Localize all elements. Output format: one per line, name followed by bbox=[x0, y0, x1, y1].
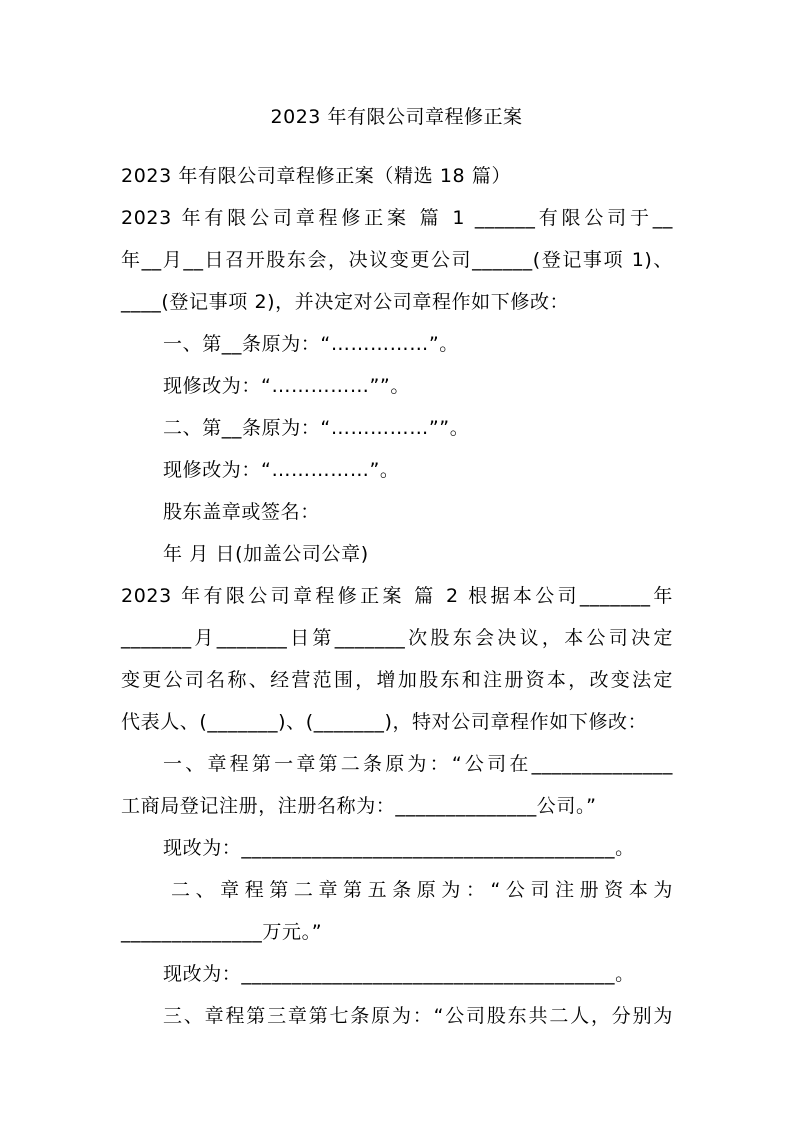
document-title: 2023 年有限公司章程修正案 bbox=[270, 106, 523, 128]
paragraph-line: _______月_______日第_______次股东会决议，本公司决定 bbox=[121, 627, 673, 649]
paragraph-line: 现修改为：“……………”。 bbox=[163, 459, 400, 481]
paragraph-line: 三、章程第三章第七条原为：“公司股东共二人，分别为 bbox=[163, 1005, 673, 1027]
paragraph-line: 年 月 日(加盖公司公章) bbox=[163, 543, 369, 565]
paragraph-line: 现改为：_____________________________________。 bbox=[163, 963, 635, 985]
paragraph-line: 股东盖章或签名： bbox=[163, 501, 320, 523]
paragraph-line: 二、第__条原为：“……………””。 bbox=[163, 417, 470, 439]
paragraph-line: ______________万元。” bbox=[121, 921, 323, 943]
paragraph-line: 现修改为：“……………””。 bbox=[163, 375, 410, 397]
paragraph-line: 一、章程第一章第二条原为：“公司在______________ bbox=[163, 753, 673, 775]
paragraph-line: 年__月__日召开股东会，决议变更公司______(登记事项 1)、 bbox=[121, 249, 673, 271]
paragraph-line: 代表人、(_______)、(_______)，特对公司章程作如下修改： bbox=[121, 711, 648, 733]
paragraph-line: 2023 年有限公司章程修正案 篇 2 根据本公司_______年 bbox=[121, 585, 673, 607]
paragraph-subtitle: 2023 年有限公司章程修正案（精选 18 篇） bbox=[121, 165, 512, 187]
paragraph-line: 现改为：_____________________________________。 bbox=[163, 837, 635, 859]
document-body bbox=[121, 155, 673, 1037]
paragraph-line: 一、第__条原为：“……………”。 bbox=[163, 333, 459, 355]
paragraph-line: ____(登记事项 2)，并决定对公司章程作如下修改： bbox=[121, 291, 570, 313]
paragraph-line: 二、章程第二章第五条原为：“公司注册资本为 bbox=[171, 879, 673, 901]
paragraph-line: 2023 年有限公司章程修正案 篇 1 ______有限公司于__ bbox=[121, 207, 673, 229]
paragraph-line: 工商局登记注册，注册名称为：______________公司。” bbox=[121, 795, 597, 817]
paragraph-line: 变更公司名称、经营范围，增加股东和注册资本，改变法定 bbox=[121, 669, 673, 691]
